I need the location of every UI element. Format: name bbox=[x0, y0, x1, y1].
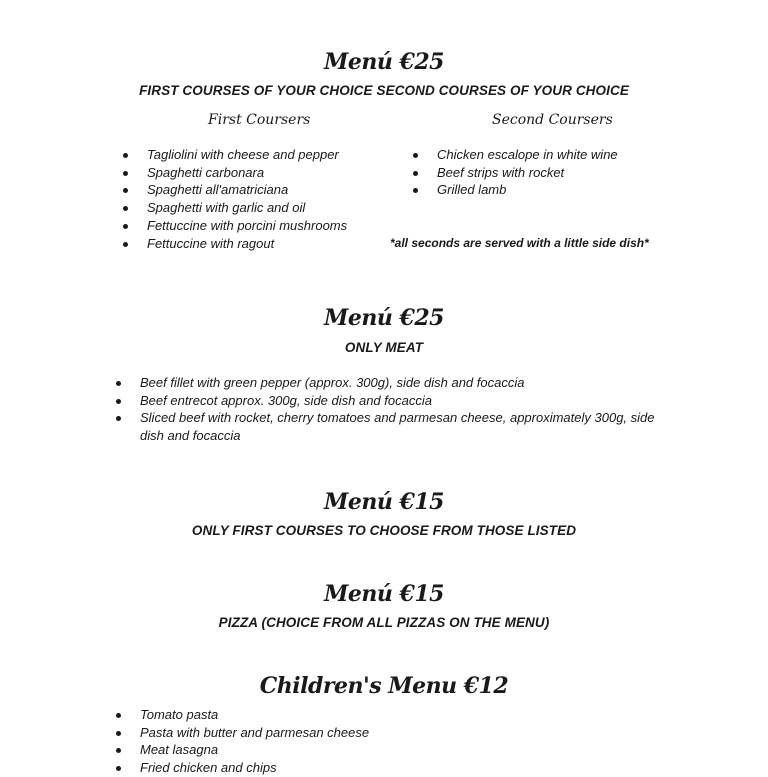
list-item: Beef fillet with green pepper (approx. 300g), side dish and focaccia bbox=[116, 374, 656, 392]
meat-menu-list bbox=[116, 374, 656, 445]
list-item: Spaghetti with garlic and oil bbox=[123, 199, 347, 217]
list-item: Grilled lamb bbox=[413, 181, 618, 199]
list-item: Fettuccine with porcini mushrooms bbox=[123, 217, 347, 235]
second-courses-list bbox=[413, 146, 618, 199]
first-courses-heading: First Coursers bbox=[208, 112, 311, 128]
childrens-menu-title: Children's Menu €12 bbox=[259, 673, 509, 699]
side-dish-note: *all seconds are served with a little side dish* bbox=[390, 236, 649, 250]
menu2-title: Menú €25 bbox=[324, 305, 444, 331]
second-courses-heading: Second Coursers bbox=[492, 112, 613, 128]
list-item: Beef entrecot approx. 300g, side dish and focaccia bbox=[116, 392, 656, 410]
list-item: Fettuccine with ragout bbox=[123, 235, 347, 253]
menu3-title: Menú €15 bbox=[324, 489, 444, 515]
list-item: Beef strips with rocket bbox=[413, 164, 618, 182]
list-item: Spaghetti carbonara bbox=[123, 164, 347, 182]
list-item: Meat lasagna bbox=[116, 741, 369, 759]
list-item: Fried chicken and chips bbox=[116, 759, 369, 777]
menu3-subtitle: ONLY FIRST COURSES TO CHOOSE FROM THOSE LISTED bbox=[191, 523, 577, 538]
first-courses-list bbox=[123, 146, 347, 252]
list-item: Sliced beef with rocket, cherry tomatoes and parmesan cheese, approximately 300g, side dish and focaccia bbox=[116, 409, 656, 444]
menu1-subtitle: FIRST COURSES OF YOUR CHOICE SECOND COURSES OF YOUR CHOICE bbox=[139, 83, 629, 98]
menu4-subtitle: PIZZA (CHOICE FROM ALL PIZZAS ON THE MENU) bbox=[218, 615, 550, 630]
list-item: Tomato pasta bbox=[116, 706, 369, 724]
list-item: Spaghetti all'amatriciana bbox=[123, 181, 347, 199]
list-item: Tagliolini with cheese and pepper bbox=[123, 146, 347, 164]
menu2-subtitle: ONLY MEAT bbox=[344, 340, 424, 355]
menu1-title: Menú €25 bbox=[324, 49, 444, 75]
list-item: Chicken escalope in white wine bbox=[413, 146, 618, 164]
menu4-title: Menú €15 bbox=[324, 581, 444, 607]
childrens-menu-list bbox=[116, 706, 369, 777]
list-item: Pasta with butter and parmesan cheese bbox=[116, 724, 369, 742]
